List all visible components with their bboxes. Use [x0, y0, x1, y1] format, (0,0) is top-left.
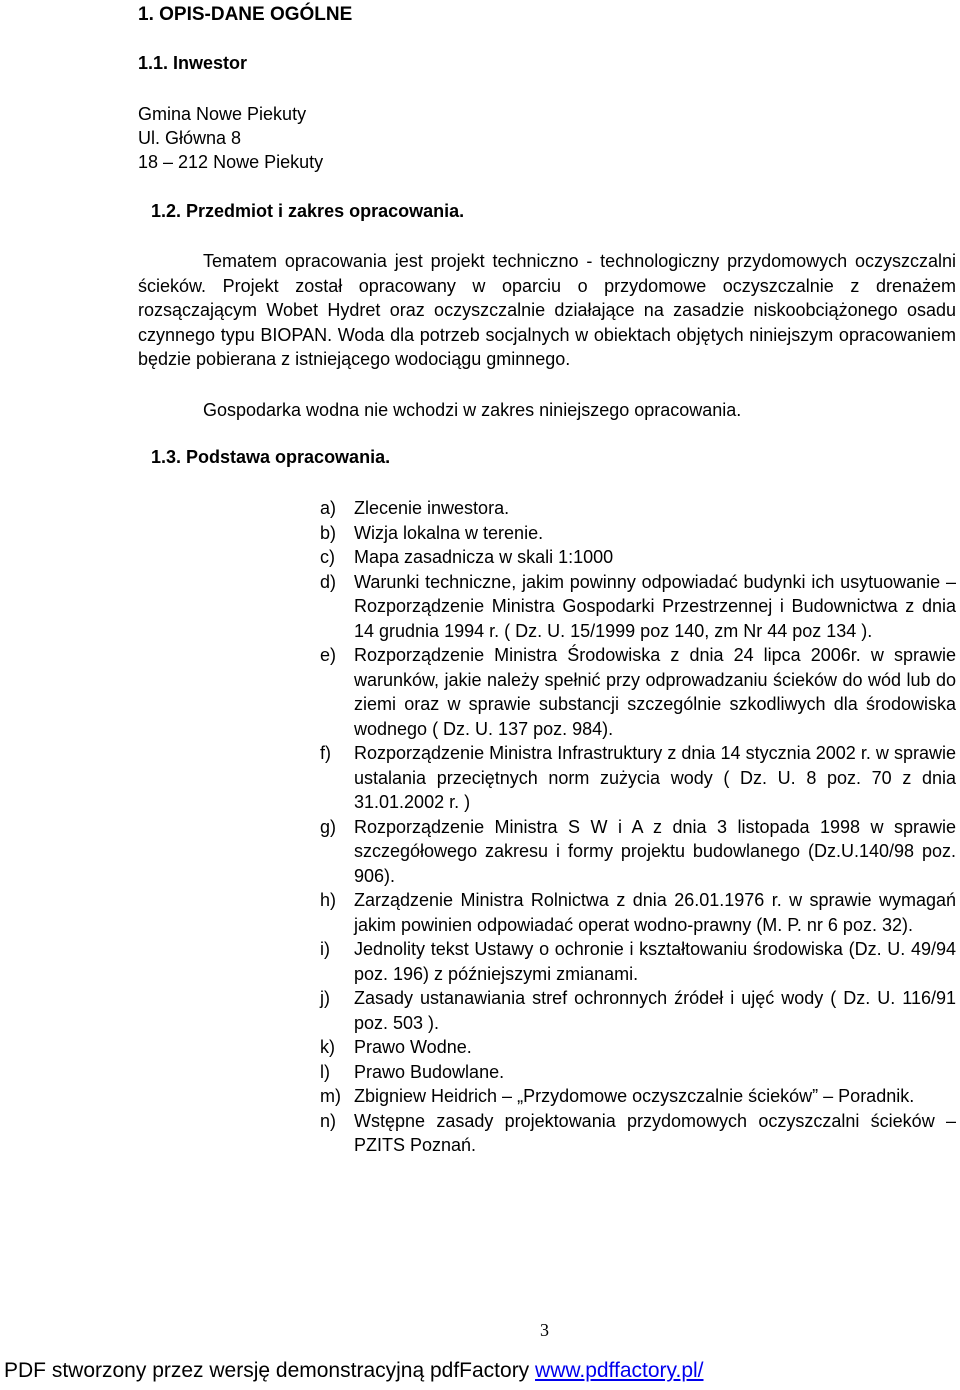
section-investor-title: 1.1. Inwestor [138, 53, 248, 73]
pdf-footer [4, 1359, 704, 1383]
list-item [320, 1035, 956, 1060]
list-item-text: Rozporządzenie Ministra Infrastruktury z dnia 14 stycznia 2002 r. w sprawie ustalania przeciętnych norm zużycia wody ( Dz. U. 8 poz. 70 z dnia 31.01.2002 r. ) [354, 743, 956, 812]
list-marker: d) [320, 571, 337, 592]
scope-paragraph-2: Gospodarka wodna nie wchodzi w zakres niniejszego opracowania. [203, 400, 742, 420]
investor-address [138, 102, 323, 174]
list-item-text: Prawo Wodne. [354, 1037, 472, 1057]
list-marker: k) [320, 1037, 335, 1057]
list-marker: g) [320, 816, 337, 837]
list-item-text: Zlecenie inwestora. [354, 498, 510, 518]
list-item-text: Wizja lokalna w terenie. [354, 522, 544, 543]
list-item-text: Wstępne zasady projektowania przydomowych oczyszczalni ścieków – PZITS Poznań. [354, 1110, 956, 1155]
list-marker: f) [320, 743, 331, 763]
list-marker: l) [320, 1061, 330, 1082]
scope-paragraph: Tematem opracowania jest projekt techniczno - technologiczny przydomowych oczyszczalni ścieków. Projekt został opracowany w oparciu o przydomowe oczyszczalnie z drenażem rozsączającym Wobet Hydret oraz oczyszczalnie działające na zasadzie niskoobciążonego osadu czynnego typu BIOPAN. Woda dla potrzeb socjalnych w obiektach objętych niniejszym opracowaniem będzie pobierana z istniejącego wodociągu gminnego. [138, 251, 956, 369]
list-item [320, 1109, 956, 1158]
page-number: 3 [540, 1320, 549, 1340]
list-marker: h) [320, 890, 337, 910]
address-line: Ul. Główna 8 [138, 128, 242, 148]
list-marker: e) [320, 645, 337, 665]
list-item-text: Rozporządzenie Ministra Środowiska z dnia 24 lipca 2006r. w sprawie warunków, jakie należy spełnić przy odprowadzaniu ścieków do wód lub do ziemi oraz w sprawie substancji szczególnie szkodliwych dla środowiska wodnego ( Dz. U. 137 poz. 984). [354, 645, 956, 739]
list-item [320, 1084, 956, 1109]
list-item [320, 888, 956, 937]
list-marker: a) [320, 498, 337, 518]
list-item [320, 496, 956, 521]
list-item [320, 545, 956, 570]
basis-list [320, 496, 956, 1158]
list-item-text: Rozporządzenie Ministra S W i A z dnia 3 listopada 1998 w sprawie szczegółowego zakresu i formy projektu budowlanego (Dz.U.140/98 poz. 906). [354, 816, 956, 886]
address-line: 18 – 212 Nowe Piekuty [138, 152, 324, 172]
list-item-text: Mapa zasadnicza w skali 1:1000 [354, 547, 614, 567]
list-item [320, 815, 956, 889]
list-marker: m) [320, 1086, 341, 1106]
footer-text: PDF stworzony przez wersję demonstracyjną pdfFactory [4, 1359, 536, 1382]
list-item-text: Warunki techniczne, jakim powinny odpowiadać budynki ich usytuowanie – Rozporządzenie Ministra Gospodarki Przestrzennej i Budownictwa z dnia 14 grudnia 1994 r. ( Dz. U. 15/1999 poz 140, zm Nr 44 poz 134 ). [354, 571, 956, 641]
list-item-text: Zarządzenie Ministra Rolnictwa z dnia 26.01.1976 r. w sprawie wymagań jakim powinien odpowiadać operat wodno-prawny (M. P. nr 6 poz. 32). [354, 890, 956, 935]
list-marker: j) [320, 988, 330, 1008]
list-item-text: Zbigniew Heidrich – „Przydomowe oczyszczalnie ścieków” – Poradnik. [354, 1086, 915, 1106]
section-scope-title: 1.2. Przedmiot i zakres opracowania. [151, 201, 465, 221]
list-item-text: Zasady ustanawiania stref ochronnych źródeł i ujęć wody ( Dz. U. 116/91 poz. 503 ). [354, 988, 956, 1033]
main-heading: 1. OPIS-DANE OGÓLNE [138, 4, 353, 25]
list-item [320, 521, 956, 546]
address-line: Gmina Nowe Piekuty [138, 104, 307, 124]
section-basis-title: 1.3. Podstawa opracowania. [151, 447, 391, 467]
list-marker: i) [320, 939, 330, 959]
list-item [320, 741, 956, 815]
list-item [320, 570, 956, 644]
list-item [320, 937, 956, 986]
list-item [320, 1060, 956, 1085]
list-item-text: Jednolity tekst Ustawy o ochronie i kształtowaniu środowiska (Dz. U. 49/94 poz. 196) z późniejszymi zmianami. [354, 939, 956, 984]
list-item-text: Prawo Budowlane. [354, 1061, 505, 1082]
list-marker: n) [320, 1110, 337, 1131]
list-marker: c) [320, 547, 335, 567]
footer-link[interactable]: www.pdffactory.pl/ [535, 1359, 704, 1382]
list-item [320, 986, 956, 1035]
list-marker: b) [320, 522, 337, 543]
list-item [320, 643, 956, 741]
